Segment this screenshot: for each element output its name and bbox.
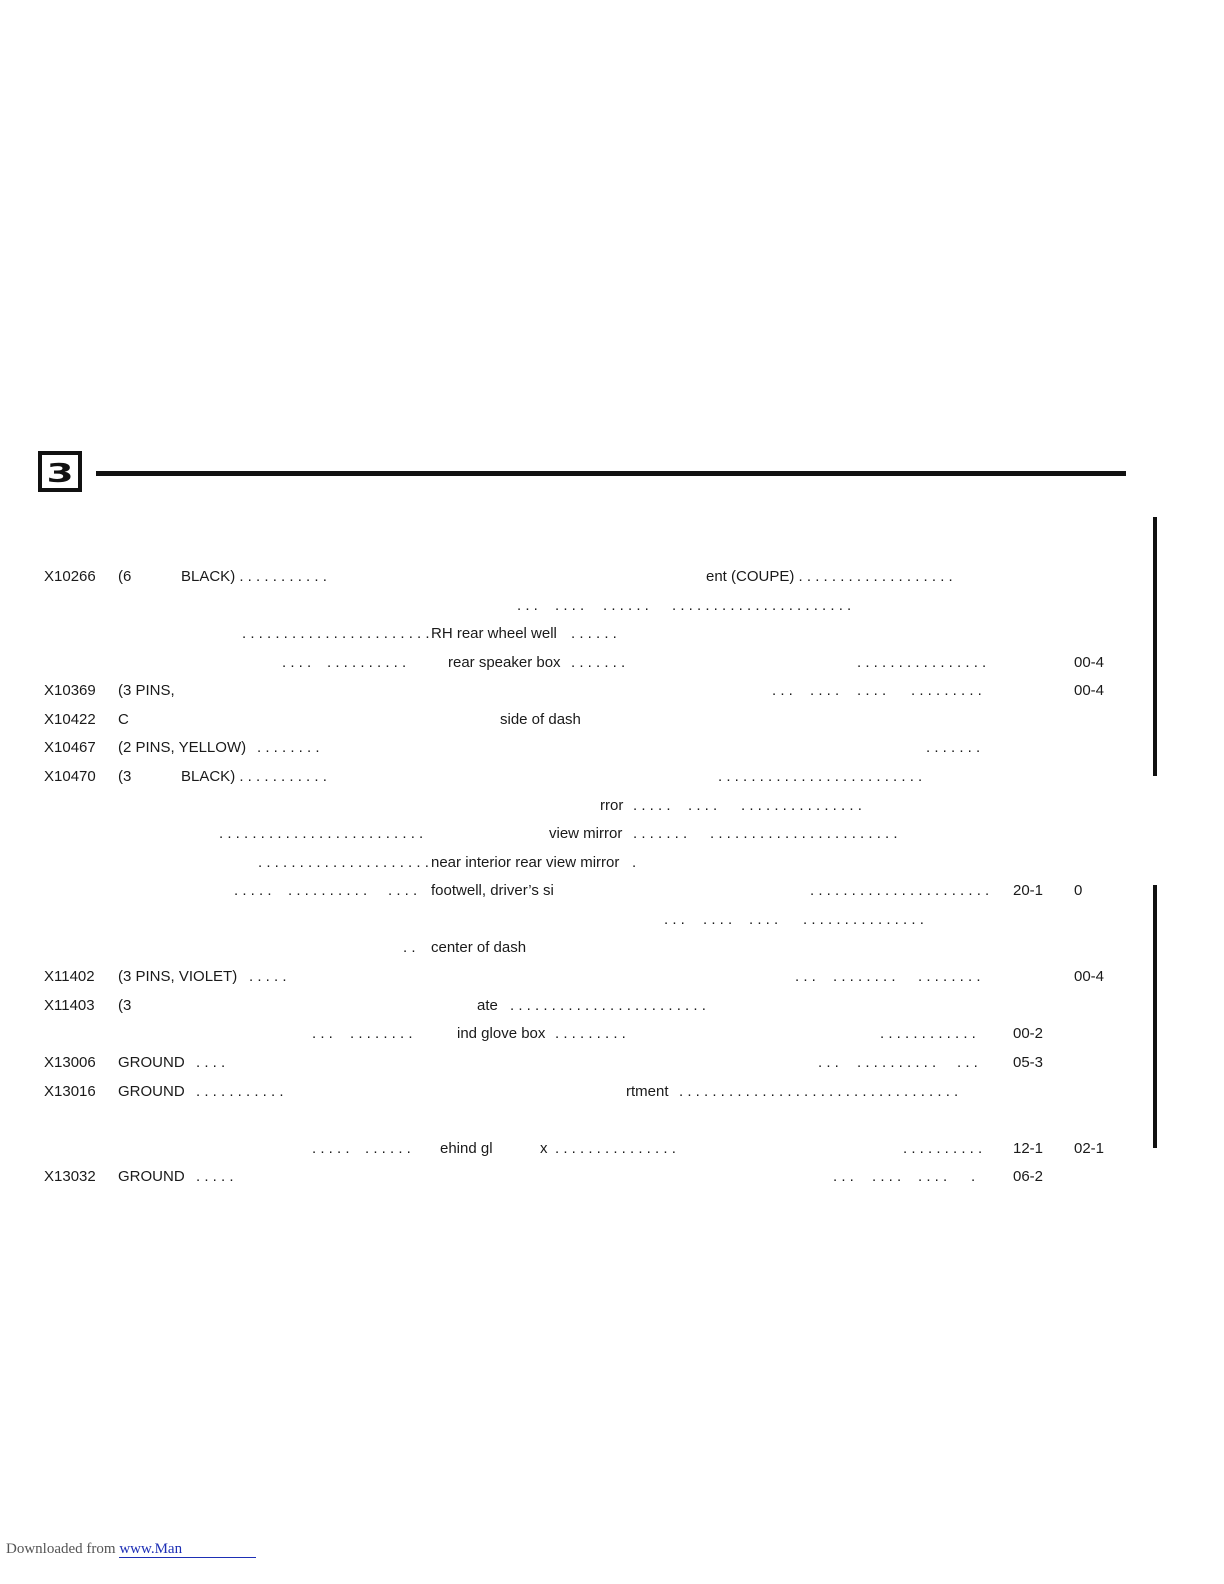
row-text: . . . . . . . . . . xyxy=(288,882,368,899)
row-text: RH rear wheel well xyxy=(431,625,557,642)
page-ref: 12-1 xyxy=(1013,1140,1044,1157)
row-text: . . . . . xyxy=(196,1168,234,1185)
row-text: . . . . xyxy=(918,1168,948,1185)
row-text: . . . . . . . . . . . . . . . xyxy=(741,797,862,814)
row-text: . . . . . . . . . xyxy=(911,682,982,699)
row-text: (6 xyxy=(118,568,132,585)
row-text: ate xyxy=(477,997,498,1014)
row-text: C xyxy=(118,711,129,728)
footer-prefix: Downloaded from xyxy=(6,1541,116,1557)
row-text: . . . . . . . . . . . . . . . . . . . . . . . . . xyxy=(718,768,923,785)
row-text: rtment xyxy=(626,1083,669,1100)
row-text: BLACK) . . . . . . . . . . . xyxy=(181,768,327,785)
row-text: . . . . . xyxy=(312,1140,350,1157)
page-ref: 05-3 xyxy=(1013,1054,1044,1071)
row-text: X10470 xyxy=(44,768,96,785)
row-text: GROUND xyxy=(118,1168,185,1185)
page-ref: 00-2 xyxy=(1013,1025,1044,1042)
row-text: side of dash xyxy=(500,711,581,728)
row-text: rear speaker box xyxy=(448,654,561,671)
row-text: . . . . . . . . . . . . . . . . . . . . . . . . . xyxy=(219,825,424,842)
row-text: . . . . xyxy=(688,797,718,814)
row-text: . . . . xyxy=(282,654,312,671)
row-text: rror xyxy=(600,797,624,814)
row-text: . . . xyxy=(957,1054,978,1071)
row-text: . . . . . . . . xyxy=(833,968,896,985)
row-text: . . xyxy=(403,939,416,956)
row-text: X13006 xyxy=(44,1054,96,1071)
row-text: . . . . . . . . . . . xyxy=(196,1083,284,1100)
page-ref: 00-4 xyxy=(1074,682,1105,699)
row-text: . . . . . . . . . . xyxy=(857,1054,937,1071)
row-text: . . . . xyxy=(857,682,887,699)
header-rule xyxy=(96,471,1126,476)
row-text: . . . . . . . xyxy=(926,739,981,756)
row-text: . . . . . . . . xyxy=(350,1025,413,1042)
footer-link[interactable]: www.Man xyxy=(119,1541,256,1558)
margin-change-bar-lower xyxy=(1153,885,1157,1148)
row-text: . . . xyxy=(795,968,816,985)
row-text: X10467 xyxy=(44,739,96,756)
row-text: . . . . . . . . . . . . . . . xyxy=(803,911,924,928)
row-text: . . . . . . . . xyxy=(257,739,320,756)
margin-change-bar-upper xyxy=(1153,517,1157,776)
row-text: view mirror xyxy=(549,825,623,842)
row-text: . . . xyxy=(772,682,793,699)
row-text: . . . . . . . . . . . . . . . . . . . . . . . xyxy=(242,625,430,642)
row-text: . . . . . . . . . . . . . . . . . . . . . . . . xyxy=(510,997,706,1014)
row-text: . . . . xyxy=(749,911,779,928)
row-text: (3 xyxy=(118,997,132,1014)
row-text: . . . . xyxy=(555,597,585,614)
row-text: . . . . . xyxy=(249,968,287,985)
row-text: . . . . . . xyxy=(571,625,617,642)
row-text: . . . . . xyxy=(234,882,272,899)
page-ref: 0 xyxy=(1074,882,1083,899)
row-text: X10266 xyxy=(44,568,96,585)
row-text: . . . . . . . . . . xyxy=(327,654,407,671)
row-text: . . . . . . . . . . . . . . . . . . . . . . xyxy=(672,597,852,614)
row-text: . . . xyxy=(833,1168,854,1185)
row-text: . . . . . . . . xyxy=(918,968,981,985)
row-text: (3 xyxy=(118,768,132,785)
row-text: . . . xyxy=(517,597,538,614)
page-ref: 00-4 xyxy=(1074,654,1105,671)
row-text: . . . . . . . . . . . . . . . . . . . . . . . xyxy=(710,825,898,842)
row-text: . xyxy=(632,854,637,871)
page-ref: 06-2 xyxy=(1013,1168,1044,1185)
page-ref: 20-1 xyxy=(1013,882,1044,899)
row-text: . . . . xyxy=(388,882,418,899)
row-text: . . . . . . . . . . . . . . . . . . . . . . xyxy=(810,882,990,899)
row-text: (3 PINS, VIOLET) xyxy=(118,968,238,985)
row-text: . . . . . . . . . . . . . . . . . . . . . xyxy=(258,854,429,871)
row-text: . . . . . . . . . xyxy=(555,1025,626,1042)
row-text: X11403 xyxy=(44,997,95,1014)
row-text: . xyxy=(971,1168,976,1185)
row-text: near interior rear view mirror xyxy=(431,854,620,871)
row-text: . . . . . . . . . . . . . . . . xyxy=(857,654,987,671)
row-text: X13016 xyxy=(44,1083,96,1100)
row-text: . . . . . . . . . . . . xyxy=(880,1025,976,1042)
row-text: . . . xyxy=(664,911,685,928)
row-text: ehind gl xyxy=(440,1140,493,1157)
row-text: X10422 xyxy=(44,711,96,728)
row-text: . . . . . . . . . . . . . . . . . . . . . . . . . . . . . . . . . . xyxy=(679,1083,959,1100)
row-text: . . . . xyxy=(872,1168,902,1185)
row-text: BLACK) . . . . . . . . . . . xyxy=(181,568,327,585)
download-footer xyxy=(6,1541,256,1558)
row-text: GROUND xyxy=(118,1054,185,1071)
row-text: . . . . . . . . . . . . . . . xyxy=(555,1140,676,1157)
section-number: 3 xyxy=(46,458,74,489)
section-number-badge xyxy=(38,451,82,492)
page-ref: 02-1 xyxy=(1074,1140,1105,1157)
row-text: . . . . . . xyxy=(365,1140,411,1157)
row-text: . . . . . . . xyxy=(571,654,626,671)
row-text: . . . . xyxy=(703,911,733,928)
page-ref: 00-4 xyxy=(1074,968,1105,985)
row-text: ind glove box xyxy=(457,1025,546,1042)
row-text: . . . xyxy=(312,1025,333,1042)
row-text: GROUND xyxy=(118,1083,185,1100)
row-text: . . . . xyxy=(810,682,840,699)
row-text: x xyxy=(540,1140,548,1157)
row-text: center of dash xyxy=(431,939,527,956)
row-text: . . . . . . . . . . xyxy=(903,1140,983,1157)
row-text: . . . xyxy=(818,1054,839,1071)
row-text: (3 PINS, xyxy=(118,682,175,699)
row-text: (2 PINS, YELLOW) xyxy=(118,739,247,756)
row-text: . . . . . xyxy=(633,797,671,814)
row-text: X13032 xyxy=(44,1168,96,1185)
row-text: X10369 xyxy=(44,682,96,699)
row-text: footwell, driver’s si xyxy=(431,882,554,899)
row-text: . . . . . . . xyxy=(633,825,688,842)
row-text: . . . . . . xyxy=(603,597,649,614)
row-text: ent (COUPE) . . . . . . . . . . . . . . . . . . . xyxy=(706,568,953,585)
row-text: X11402 xyxy=(44,968,95,985)
row-text: . . . . xyxy=(196,1054,226,1071)
